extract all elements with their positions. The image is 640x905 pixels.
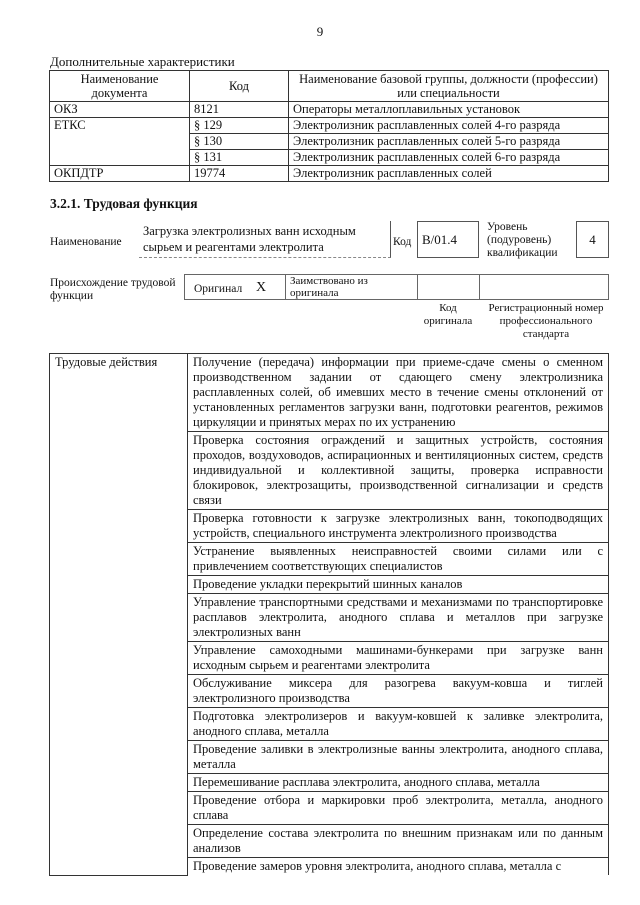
header-code: Код xyxy=(190,71,289,102)
labor-action-item: Определение состава электролита по внешним признакам или по данным анализов xyxy=(188,825,609,858)
cell-name: Операторы металлоплавильных установок xyxy=(289,102,609,118)
origin-divider xyxy=(417,274,418,300)
labor-action-item: Обслуживание миксера для разогрева вакуум-ковша и тиглей электролизного производства xyxy=(188,675,609,708)
table-row xyxy=(50,354,609,432)
page-number: 9 xyxy=(316,24,324,39)
reg-number-label: Регистрационный номер профессионального стандарта xyxy=(488,302,604,340)
origin-row xyxy=(184,274,609,300)
cell-name: Электролизник расплавленных солей 6-го разряда xyxy=(289,150,609,166)
cell-code: 19774 xyxy=(190,166,289,182)
table-row xyxy=(50,118,609,134)
labor-actions-header: Трудовые действия xyxy=(50,354,188,876)
labor-action-item: Проверка готовности к загрузке электролизных ванн, токоподводящих устройств, специального инструмента электролизного производства xyxy=(188,510,609,543)
cell-code: § 129 xyxy=(190,118,289,134)
labor-action-item: Проведение укладки перекрытий шинных каналов xyxy=(188,576,609,594)
code-original-label: Код оригинала xyxy=(423,302,473,327)
code-box xyxy=(417,221,479,258)
labor-action-item: Проведение отбора и маркировки проб электролита, металла, анодного сплава xyxy=(188,792,609,825)
level-box xyxy=(576,221,609,258)
additional-characteristics-caption: Дополнительные характеристики xyxy=(50,54,235,69)
name-label: Наименование xyxy=(50,236,122,248)
table-row xyxy=(50,166,609,182)
origin-divider xyxy=(285,274,286,300)
additional-characteristics-table xyxy=(49,70,609,182)
labor-action-item: Подготовка электролизеров и вакуум-ковшей к заливке электролита, анодного сплава, металла xyxy=(188,708,609,741)
header-doc-name: Наименование документа xyxy=(50,71,190,102)
cell-name: Электролизник расплавленных солей 5-го разряда xyxy=(289,134,609,150)
function-name-value: Загрузка электролизных ванн исходным сырьем и реагентами электролита xyxy=(143,224,356,254)
cell-code: § 130 xyxy=(190,134,289,150)
origin-label: Происхождение трудовой функции xyxy=(50,277,176,302)
labor-action-item: Проведение замеров уровня электролита, анодного сплава, металла с xyxy=(188,858,609,876)
cell-name: Электролизник расплавленных солей xyxy=(289,166,609,182)
labor-actions-table xyxy=(49,353,609,876)
original-label: Оригинал xyxy=(194,283,243,295)
header-group-name: Наименование базовой группы, должности (профессии) или специальности xyxy=(289,71,609,102)
level-value: 4 xyxy=(589,232,596,247)
cell-doc xyxy=(50,150,190,166)
labor-action-item: Получение (передача) информации при приеме-сдаче смены о сменном производственном задании от сдающего смену электролизника расплавленных солей, об имевших место в течение смены отклонений от установленных регламентов загрузки ванн, подготовки реагентов, режимов циркуляции и принятых мерах по их устранению xyxy=(188,354,609,432)
table-header-row xyxy=(50,71,609,102)
section-title: 3.2.1. Трудовая функция xyxy=(50,196,198,211)
cell-name: Электролизник расплавленных солей 4-го разряда xyxy=(289,118,609,134)
origin-divider xyxy=(479,274,480,300)
level-label: Уровень (подуровень) квалификации xyxy=(487,221,558,259)
function-name-box xyxy=(139,221,391,258)
cell-doc: ОКЗ xyxy=(50,102,190,118)
labor-action-item: Управление транспортными средствами и механизмами по транспортировке расплавов электролита, анодного сплава и металлов при загрузке электролизных ванн xyxy=(188,594,609,642)
labor-action-item: Проведение заливки в электролизные ванны электролита, анодного сплава, металла xyxy=(188,741,609,774)
original-mark: X xyxy=(256,280,267,295)
cell-doc xyxy=(50,134,190,150)
code-value: B/01.4 xyxy=(422,232,458,247)
labor-action-item: Перемешивание расплава электролита, анодного сплава, металла xyxy=(188,774,609,792)
cell-code: 8121 xyxy=(190,102,289,118)
cell-code: § 131 xyxy=(190,150,289,166)
labor-action-item: Управление самоходными машинами-бункерами при загрузке ванн исходным сырьем и реагентами электролита xyxy=(188,642,609,675)
table-row xyxy=(50,134,609,150)
table-row xyxy=(50,150,609,166)
labor-action-item: Устранение выявленных неисправностей своими силами или с привлечением соответствующих специалистов xyxy=(188,543,609,576)
cell-doc: ОКПДТР xyxy=(50,166,190,182)
code-label: Код xyxy=(393,236,412,248)
labor-action-item: Проверка состояния ограждений и защитных устройств, состояния проходов, воздуховодов, аспирационных и вентиляционных систем, средств индивидуальной и коллективной защиты, проверка исправности блокировок, электрозащиты, производственной сигнализации и средств связи xyxy=(188,432,609,510)
borrowed-label: Заимствовано из оригинала xyxy=(290,275,368,299)
cell-doc: ЕТКС xyxy=(50,118,190,134)
table-row xyxy=(50,102,609,118)
